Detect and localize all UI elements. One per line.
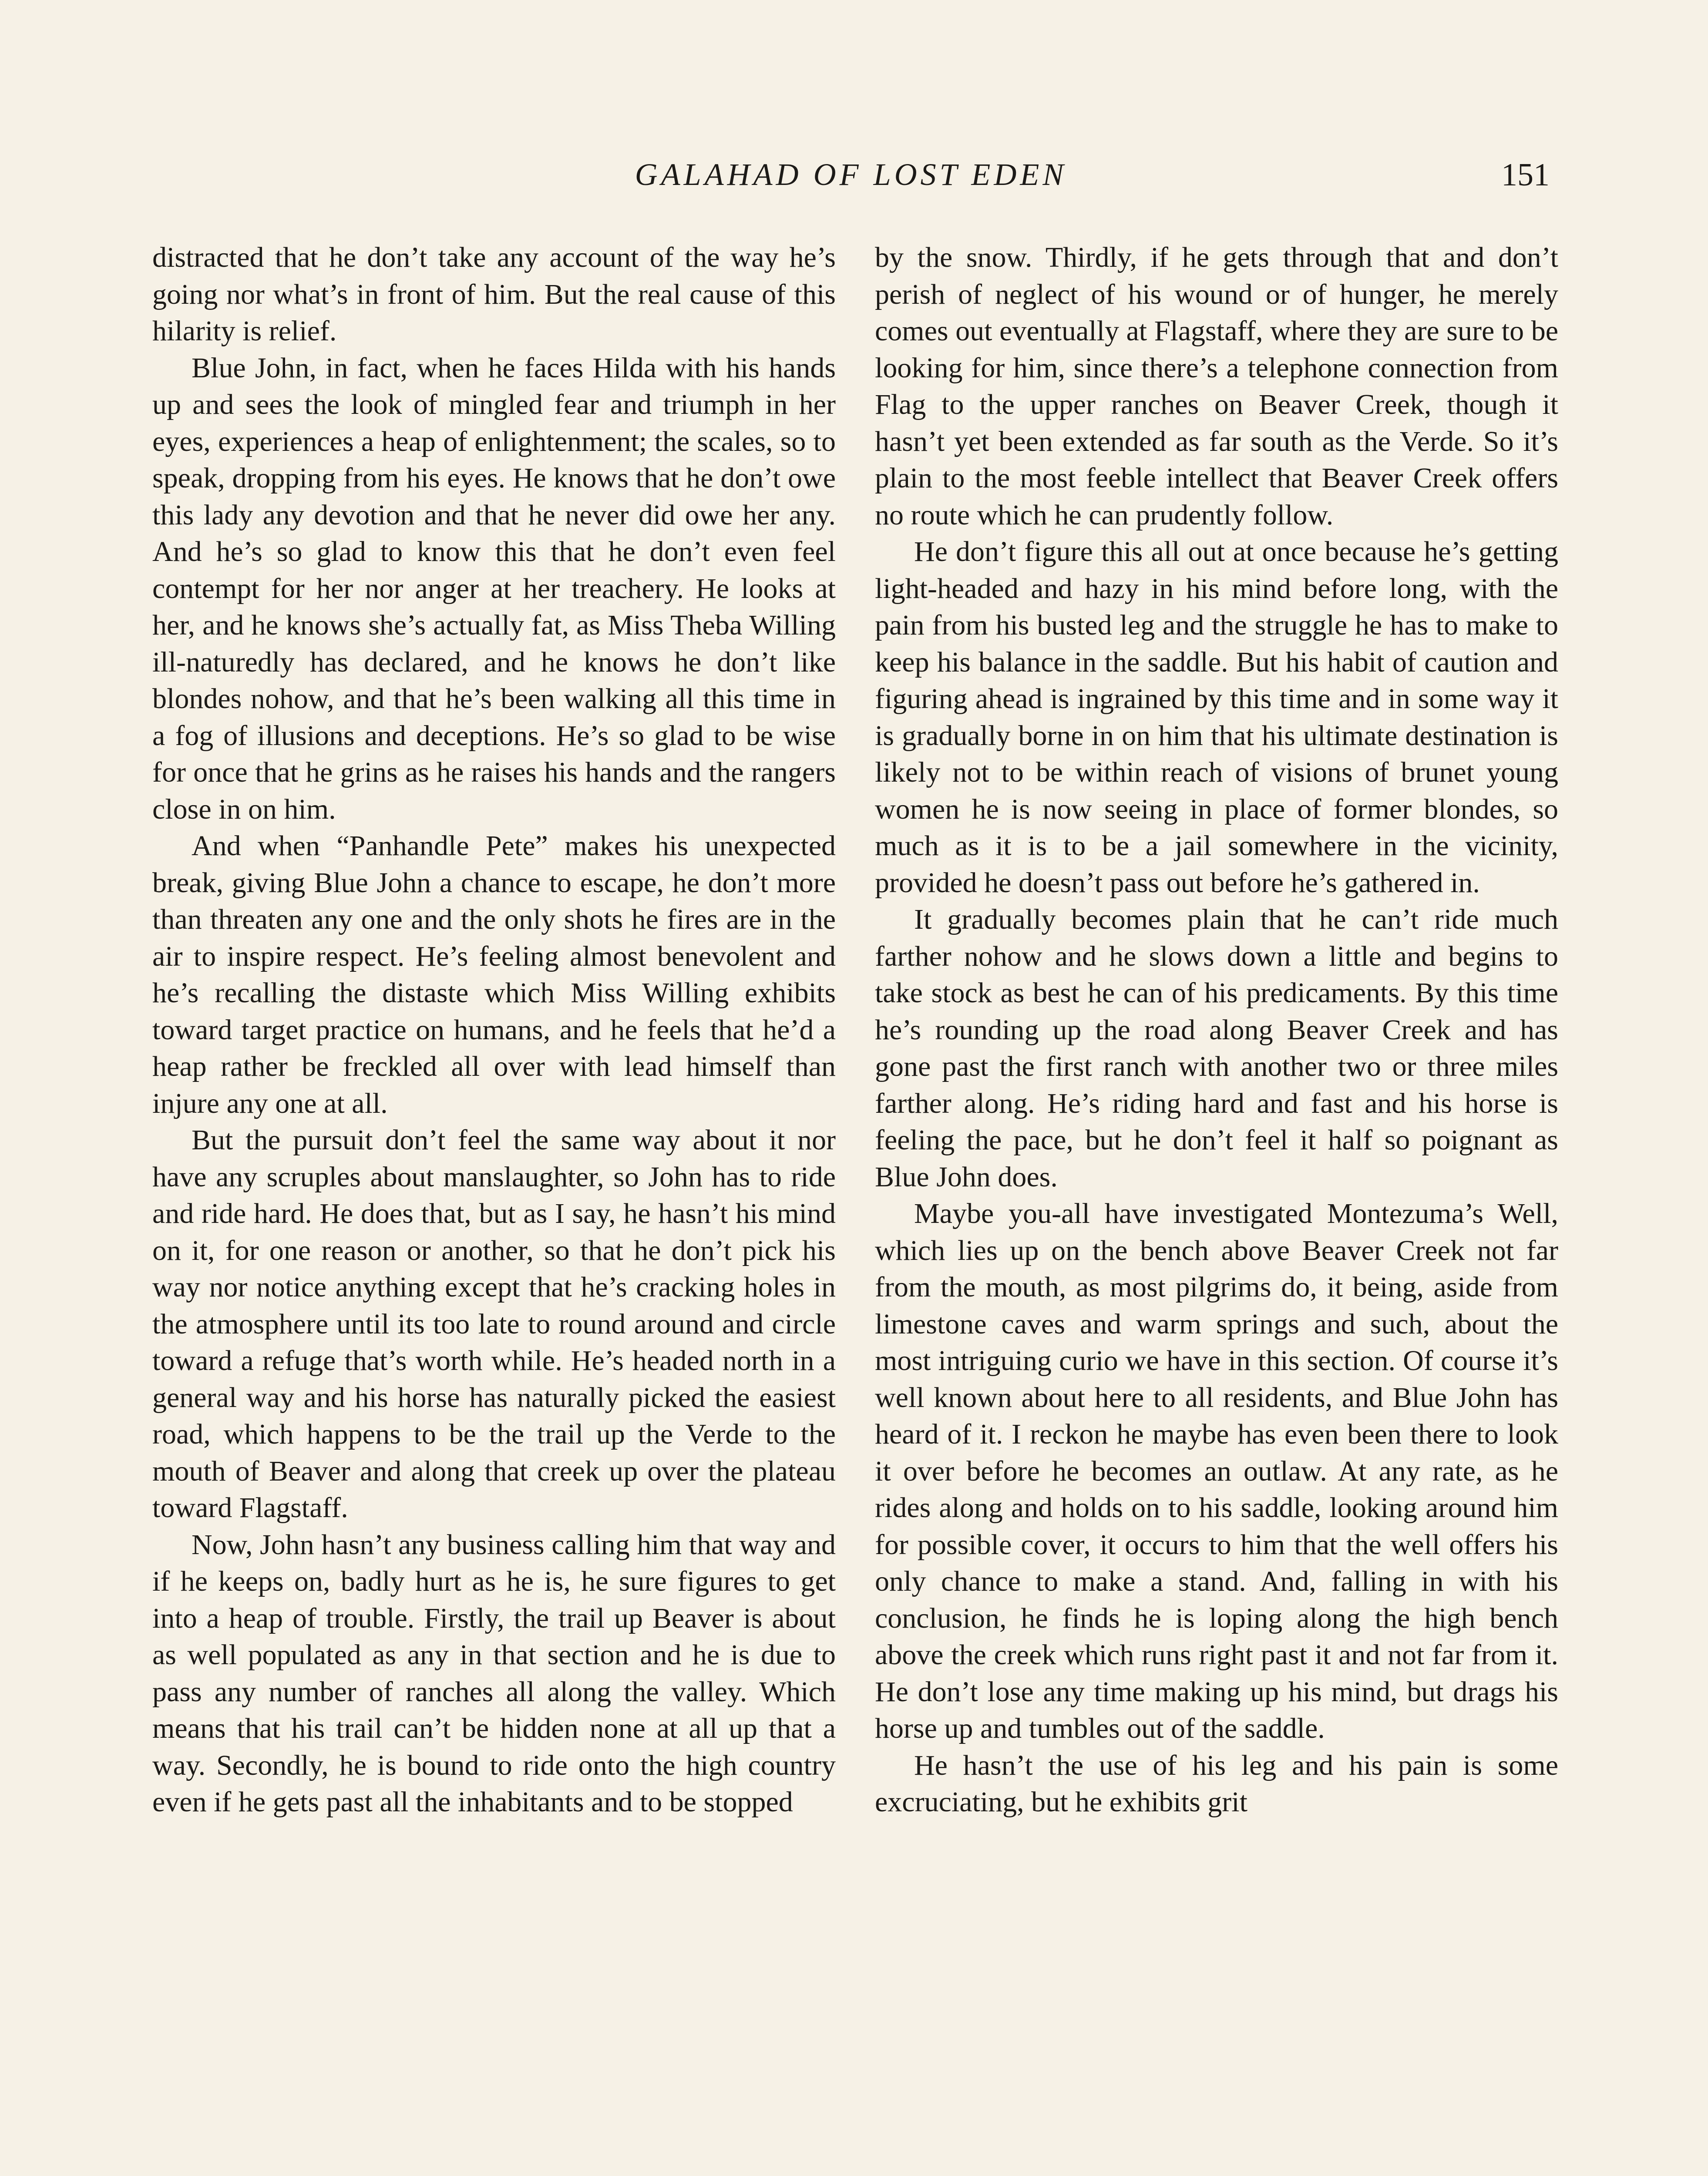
left-column [152, 239, 836, 2176]
right-column [875, 239, 1558, 2176]
paragraph: He hasn’t the use of his leg and his pain is some excruciating, but he exhibits grit [875, 1749, 1558, 1818]
paragraph: And when “Panhandle Pete” makes his unexpected break, giving Blue John a chance to escape, he don’t more than threaten any one and the only shots he fires are in the air to inspire respect. He’s feeling almost benevolent and he’s recalling the distaste which Miss Willing exhibits toward target practice on humans, and he feels that he’d a heap rather be freckled all over with lead himself than injure any one at all. [152, 830, 836, 1119]
page-number: 151 [1501, 157, 1550, 193]
paragraph: Maybe you-all have investigated Montezuma’s Well, which lies up on the bench above Beaver Creek not far from the mouth, as most pilgrims do, it being, aside from limestone caves and warm springs and such, about the most intriguing curio we have in this section. Of course it’s well known about here to all residents, and Blue John has heard of it. I reckon he maybe has even been there to look it over before he becomes an outlaw. At any rate, as he rides along and holds on to his saddle, looking around him for possible cover, it occurs to him that the well offers his only chance to make a stand. And, falling in with his conclusion, he finds he is loping along the high bench above the creek which runs right past it and not far from it. He don’t lose any time making up his mind, but drags his horse up and tumbles out of the saddle. [875, 1198, 1558, 1744]
paragraph: Now, John hasn’t any business calling him that way and if he keeps on, badly hurt as he is, he sure figures to get into a heap of trouble. Firstly, the trail up Beaver is about as well populated as any in that section and he is due to pass any number of ranches all along the valley. Which means that his trail can’t be hidden none at all up that a way. Secondly, he is bound to ride onto the high country even if he gets past all the inhabitants and to be stopped [152, 1528, 836, 1818]
paragraph: Blue John, in fact, when he faces Hilda with his hands up and sees the look of mingled fear and triumph in her eyes, experiences a heap of enlightenment; the scales, so to speak, dropping from his eyes. He knows that he don’t owe this lady any devotion and that he never did owe her any. And he’s so glad to know this that he don’t even feel contempt for her nor anger at her treachery. He looks at her, and he knows she’s actually fat, as Miss Theba Willing ill-naturedly has declared, and he knows he don’t like blondes nohow, and that he’s been walking all this time in a fog of illusions and deceptions. He’s so glad to be wise for once that he grins as he raises his hands and the rangers close in on him. [152, 352, 836, 825]
paragraph: He don’t figure this all out at once because he’s getting light-headed and hazy in his mind before long, with the pain from his busted leg and the struggle he has to make to keep his balance in the saddle. But his habit of caution and figuring ahead is ingrained by this time and in some way it is gradually borne in on him that his ultimate destination is likely not to be within reach of visions of brunet young women he is now seeing in place of former blondes, so much as it is to be a jail somewhere in the vicinity, provided he doesn’t pass out before he’s gathered in. [875, 536, 1558, 899]
paragraph: It gradually becomes plain that he can’t ride much farther nohow and he slows down a little and begins to take stock as best he can of his predicaments. By this time he’s rounding up the road along Beaver Creek and has gone past the first ranch with another two or three miles farther along. He’s riding hard and fast and his horse is feeling the pace, but he don’t feel it half so poignant as Blue John does. [875, 903, 1558, 1193]
running-head [152, 157, 1550, 205]
paragraph: by the snow. Thirdly, if he gets through that and don’t perish of neglect of his wound or of hunger, he merely comes out eventually at Flagstaff, where they are sure to be looking for him, since there’s a telephone connection from Flag to the upper ranches on Beaver Creek, though it hasn’t yet been extended as far south as the Verde. So it’s plain to the most feeble intellect that Beaver Creek offers no route which he can prudently follow. [875, 242, 1558, 531]
paragraph: distracted that he don’t take any account of the way he’s going nor what’s in front of him. But the real cause of this hilarity is relief. [152, 242, 836, 347]
paragraph: But the pursuit don’t feel the same way about it nor have any scruples about manslaughter, so John has to ride and ride hard. He does that, but as I say, he hasn’t his mind on it, for one reason or another, so that he don’t pick his way nor notice anything except that he’s cracking holes in the atmosphere until its too late to round around and circle toward a refuge that’s worth while. He’s headed north in a general way and his horse has naturally picked the easiest road, which happens to be the trail up the Verde to the mouth of Beaver and along that creek up over the plateau toward Flagstaff. [152, 1124, 836, 1524]
running-title: GALAHAD OF LOST EDEN [635, 157, 1067, 192]
